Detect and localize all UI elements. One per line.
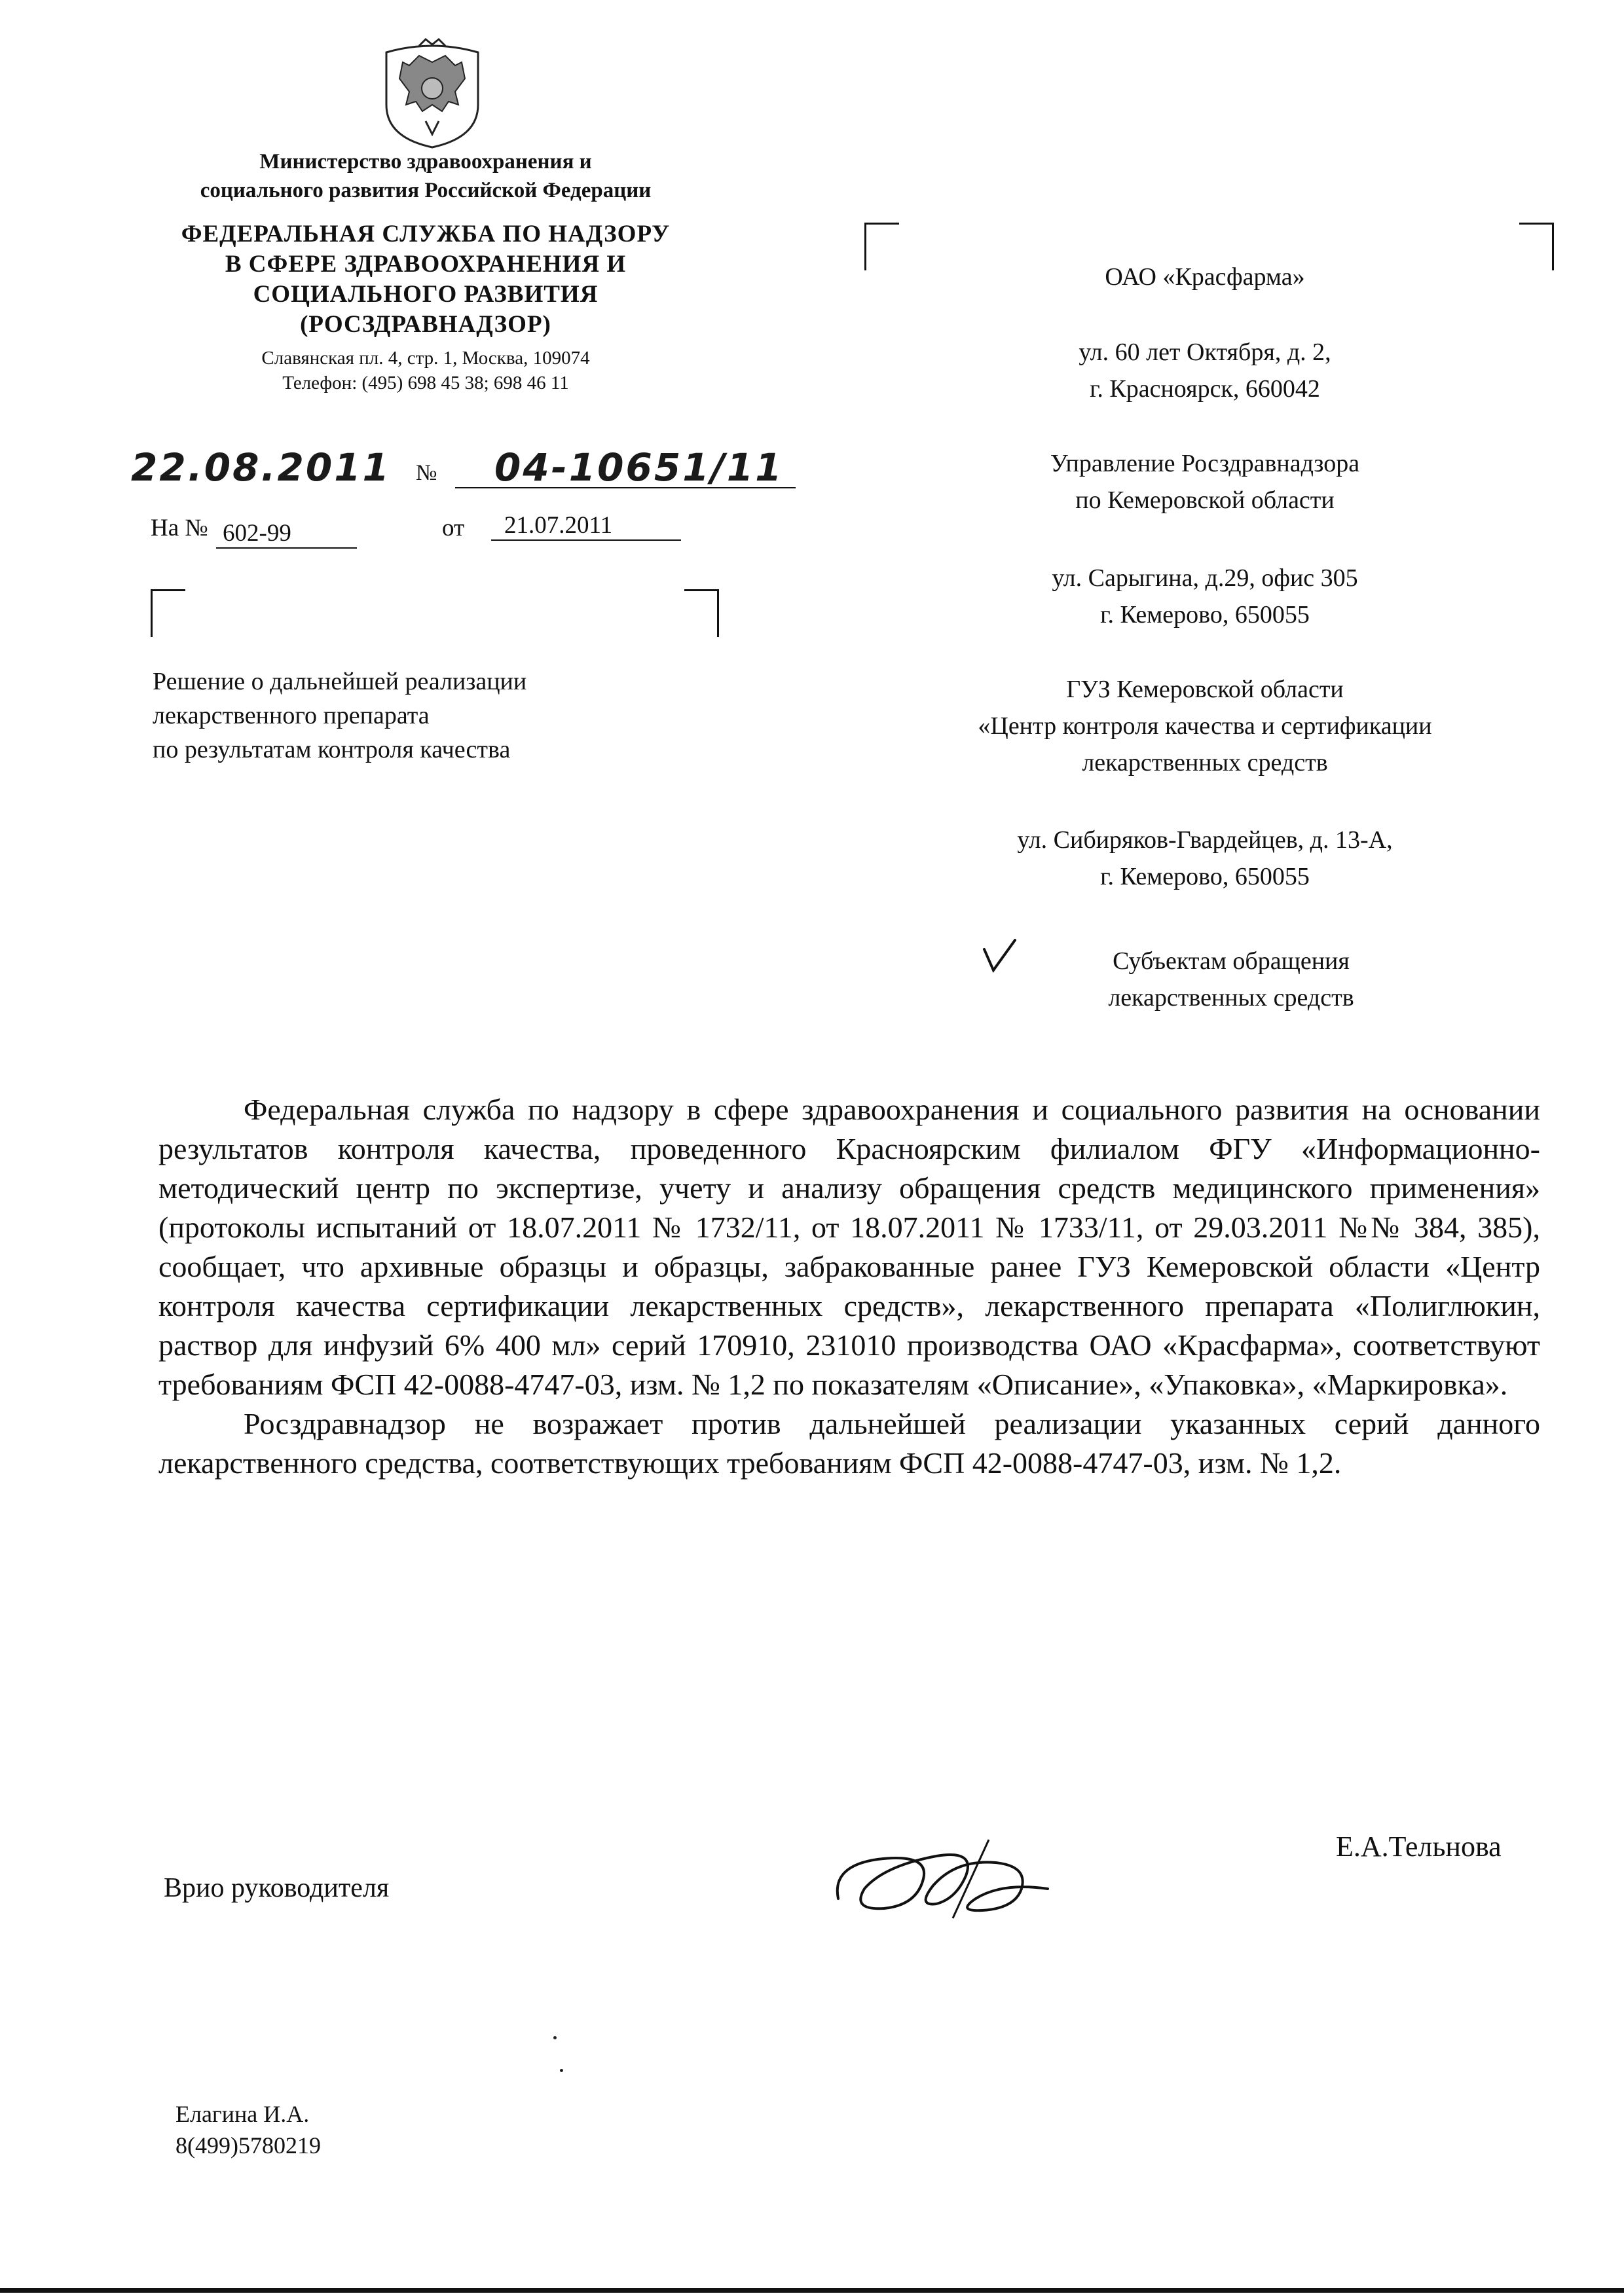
coat-of-arms-icon <box>373 26 491 151</box>
recipient-address: ул. 60 лет Октября, д. 2, г. Красноярск, 660042 <box>1079 338 1331 403</box>
underline <box>455 487 796 488</box>
scan-speck <box>560 2069 563 2072</box>
signatory-title: Врио руководителя <box>164 1873 390 1903</box>
reference-date-label: от <box>442 515 465 541</box>
bracket-left <box>151 589 185 637</box>
handwritten-signature-icon <box>825 1827 1061 1925</box>
letter-body <box>158 1090 1540 1483</box>
registration-number: 04-10651/11 <box>494 445 784 490</box>
sender-address: Славянская пл. 4, стр. 1, Москва, 109074 Телефон: (495) 698 45 38; 698 46 11 <box>261 348 590 393</box>
number-sign: № <box>416 461 437 485</box>
registration-date: 22.08.2011 <box>131 445 391 490</box>
checkmark-icon <box>979 936 1018 975</box>
body-paragraph: Федеральная служба по надзору в сфере здравоохранения и социального развития на основании результатов контроля качества, проведенного Красноярским филиалом ФГУ «Информационно-методический центр по экспертизе, учету и анализу обращения средств медицинского применения» (протоколы испытаний от 18.07.2011 № 1732/11, от 18.07.2011 № 1733/11, от 29.03.2011 №№ 384, 385), сообщает, что архивные образцы и образцы, забракованные ранее ГУЗ Кемеровской области «Центр контроля качества сертификации лекарственных средств», лекарственного препарата «Полиглюкин, раствор для инфузий 6% 400 мл» серий 170910, 231010 производства ОАО «Красфарма», соответствуют требованиям ФСП 42-0088-4747-03, изм. № 1,2 по показателям «Описание», «Упаковка», «Маркировка». <box>158 1093 1540 1401</box>
signatory-name: Е.А.Тельнова <box>1336 1831 1502 1863</box>
recipient-address: ул. Сибиряков-Гвардейцев, д. 13-А, г. Кемерово, 650055 <box>1017 826 1393 890</box>
ministry-name: Министерство здравоохранения и социального развития Российской Федерации <box>200 150 652 202</box>
recipient-address: ул. Сарыгина, д.29, офис 305 г. Кемерово, 650055 <box>1052 564 1358 629</box>
reference-line <box>151 514 740 547</box>
reference-date: 21.07.2011 <box>491 511 681 541</box>
executor-name: Елагина И.А. <box>175 2101 310 2127</box>
recipient-name: Субъектам обращения лекарственных средств <box>1108 947 1354 1011</box>
scan-speck <box>553 2036 557 2039</box>
registration-line <box>128 445 796 491</box>
subject: Решение о дальнейшей реализации лекарственного препарата по результатам контроля качества <box>153 668 527 763</box>
executor-info <box>175 2098 321 2161</box>
body-paragraph: Росздравнадзор не возражает против дальнейшей реализации указанных серий данного лекарственного средства, соответствующих требованиям ФСП 42-0088-4747-03, изм. № 1,2. <box>158 1407 1540 1480</box>
reference-number: 602-99 <box>216 519 357 549</box>
scan-edge-line <box>0 2288 1624 2293</box>
bracket-right <box>684 589 719 637</box>
recipient-name: Управление Росздравнадзора по Кемеровской области <box>1050 450 1360 514</box>
executor-phone: 8(499)5780219 <box>175 2132 321 2159</box>
recipient-name: ГУЗ Кемеровской области «Центр контроля качества и сертификации лекарственных средств <box>978 676 1432 776</box>
service-name: ФЕДЕРАЛЬНАЯ СЛУЖБА ПО НАДЗОРУ В СФЕРЕ ЗДРАВООХРАНЕНИЯ И СОЦИАЛЬНОГО РАЗВИТИЯ (РОСЗДРАВНАДЗОР) <box>181 221 671 338</box>
reference-label: На № <box>151 515 208 541</box>
recipient-name: ОАО «Красфарма» <box>1105 263 1305 291</box>
